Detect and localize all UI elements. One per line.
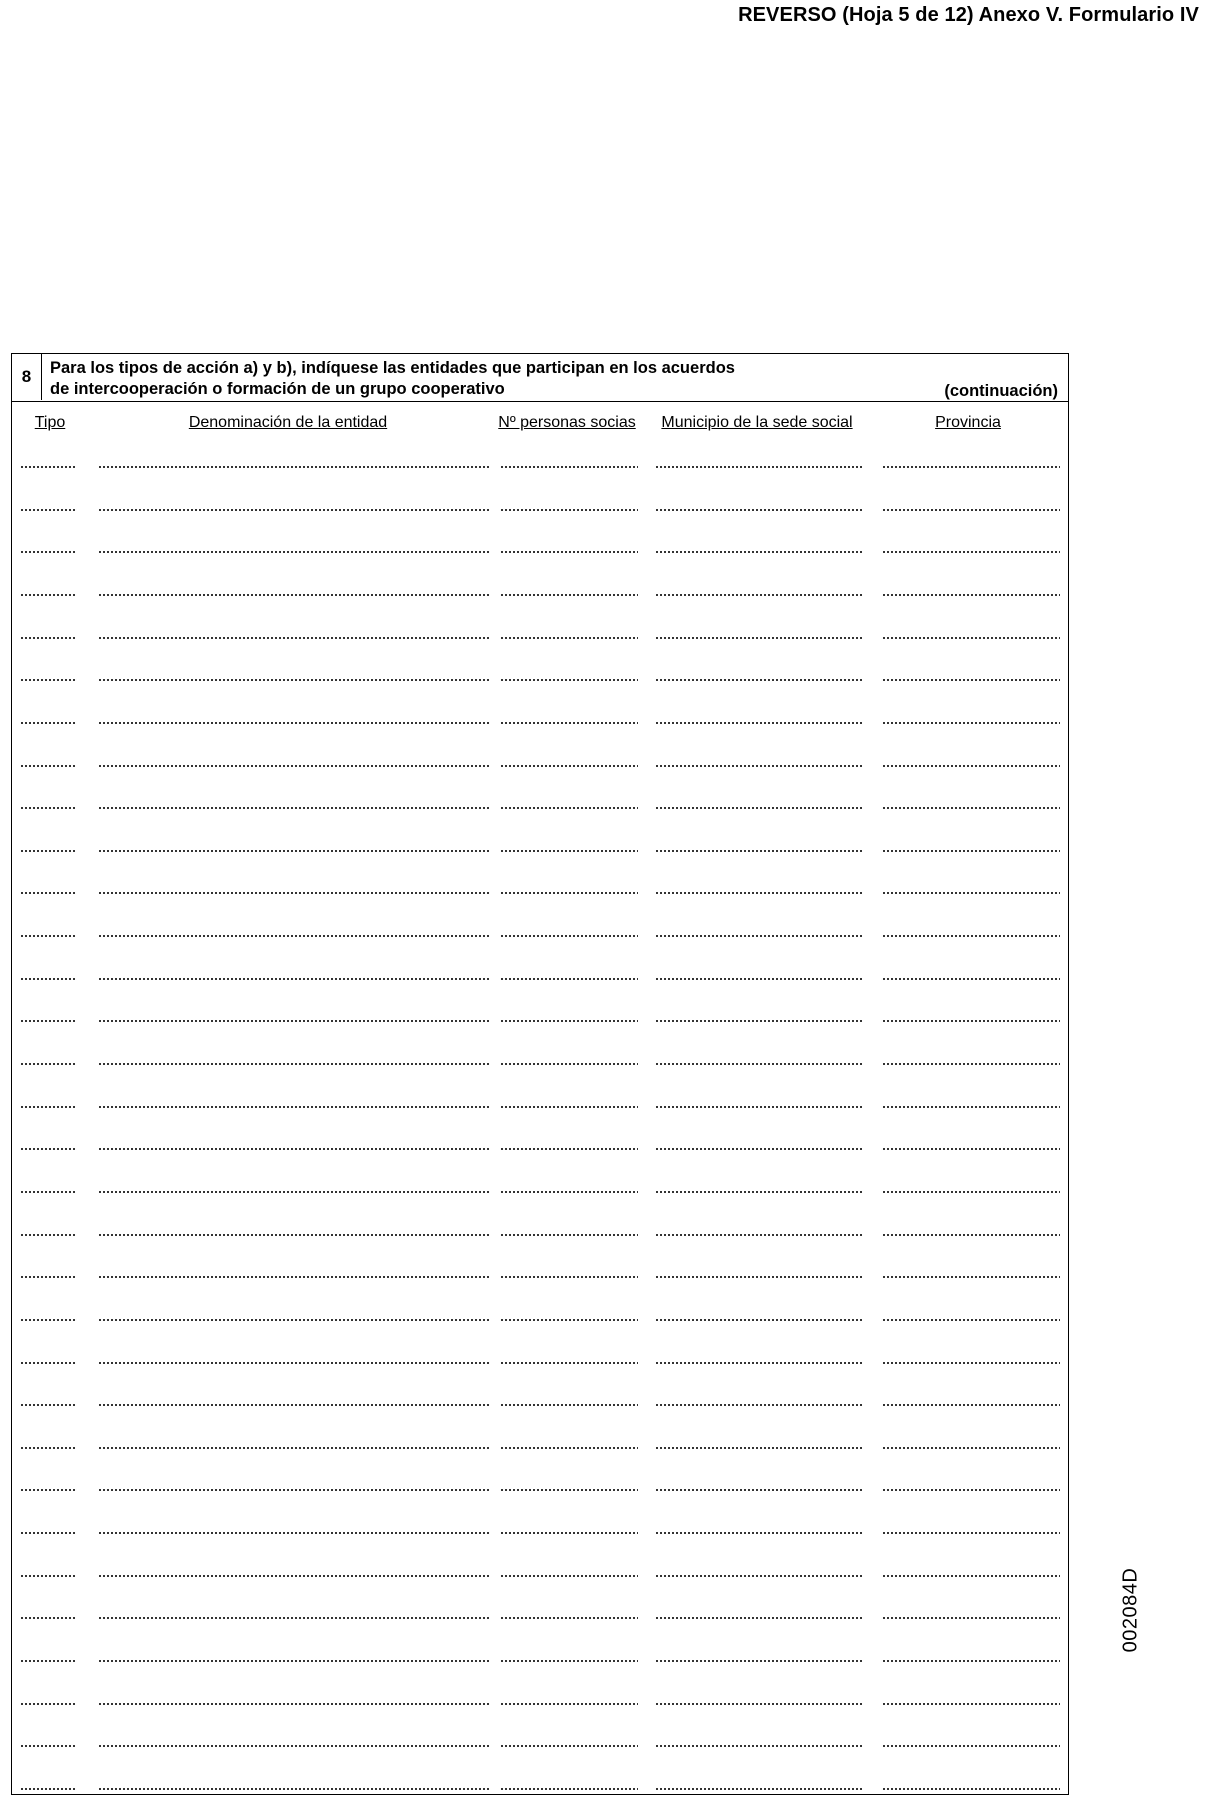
column-header-municipio: Municipio de la sede social [661,414,853,431]
continuation-label: (continuación) [944,382,1058,400]
provincia-field[interactable] [882,1745,1060,1747]
table-row [12,1106,1068,1108]
personas-field[interactable] [500,892,638,894]
personas-field[interactable] [500,509,638,511]
municipio-field[interactable] [655,935,863,937]
municipio-field[interactable] [655,1063,863,1065]
personas-field[interactable] [500,1447,638,1449]
denominacion-field[interactable] [98,1191,490,1193]
denominacion-field[interactable] [98,1703,490,1705]
municipio-field[interactable] [655,1191,863,1193]
personas-field[interactable] [500,551,638,553]
denominacion-field[interactable] [98,892,490,894]
municipio-field[interactable] [655,1319,863,1321]
provincia-field[interactable] [882,1617,1060,1619]
tipo-field[interactable] [20,1148,76,1150]
table-row [12,1148,1068,1150]
provincia-field[interactable] [882,594,1060,596]
municipio-field[interactable] [655,1703,863,1705]
tipo-field[interactable] [20,1234,76,1236]
tipo-field[interactable] [20,1020,76,1022]
municipio-field[interactable] [655,892,863,894]
denominacion-field[interactable] [98,722,490,724]
table-row [12,1404,1068,1406]
tipo-field[interactable] [20,1362,76,1364]
tipo-field[interactable] [20,594,76,596]
provincia-field[interactable] [882,679,1060,681]
provincia-field[interactable] [882,978,1060,980]
denominacion-field[interactable] [98,1319,490,1321]
provincia-field[interactable] [882,1362,1060,1364]
section-number: 8 [12,354,42,400]
denominacion-field[interactable] [98,1148,490,1150]
personas-field[interactable] [500,1703,638,1705]
tipo-field[interactable] [20,1191,76,1193]
municipio-field[interactable] [655,551,863,553]
provincia-field[interactable] [882,1489,1060,1491]
personas-field[interactable] [500,1575,638,1577]
table-row [12,1319,1068,1321]
provincia-field[interactable] [882,1148,1060,1150]
tipo-field[interactable] [20,1575,76,1577]
provincia-field[interactable] [882,1447,1060,1449]
municipio-field[interactable] [655,1660,863,1662]
personas-field[interactable] [500,594,638,596]
municipio-field[interactable] [655,637,863,639]
provincia-field[interactable] [882,1404,1060,1406]
table-row [12,1532,1068,1534]
section-title-line-2: de intercooperación o formación de un grupo cooperativo [50,380,505,398]
denominacion-field[interactable] [98,807,490,809]
provincia-field[interactable] [882,637,1060,639]
provincia-field[interactable] [882,466,1060,468]
municipio-field[interactable] [655,1276,863,1278]
table-row [12,466,1068,468]
provincia-field[interactable] [882,1276,1060,1278]
personas-field[interactable] [500,1404,638,1406]
tipo-field[interactable] [20,978,76,980]
provincia-field[interactable] [882,1575,1060,1577]
personas-field[interactable] [500,1319,638,1321]
denominacion-field[interactable] [98,1276,490,1278]
denominacion-field[interactable] [98,1106,490,1108]
table-row [12,1745,1068,1747]
tipo-field[interactable] [20,765,76,767]
denominacion-field[interactable] [98,509,490,511]
denominacion-field[interactable] [98,1362,490,1364]
municipio-field[interactable] [655,466,863,468]
personas-field[interactable] [500,1362,638,1364]
municipio-field[interactable] [655,1234,863,1236]
municipio-field[interactable] [655,1788,863,1790]
personas-field[interactable] [500,1148,638,1150]
municipio-field[interactable] [655,509,863,511]
tipo-field[interactable] [20,807,76,809]
personas-field[interactable] [500,1020,638,1022]
municipio-field[interactable] [655,1404,863,1406]
municipio-field[interactable] [655,765,863,767]
personas-field[interactable] [500,1106,638,1108]
tipo-field[interactable] [20,1532,76,1534]
denominacion-field[interactable] [98,978,490,980]
document-code: 002084D [1119,1567,1142,1653]
provincia-field[interactable] [882,1319,1060,1321]
table-row [12,1617,1068,1619]
table-row [12,1703,1068,1705]
table-row [12,722,1068,724]
personas-field[interactable] [500,466,638,468]
municipio-field[interactable] [655,850,863,852]
denominacion-field[interactable] [98,637,490,639]
denominacion-field[interactable] [98,1575,490,1577]
table-row [12,1447,1068,1449]
municipio-field[interactable] [655,1020,863,1022]
personas-field[interactable] [500,679,638,681]
municipio-field[interactable] [655,1148,863,1150]
column-header-personas: Nº personas socias [498,414,636,431]
tipo-field[interactable] [20,1447,76,1449]
tipo-field[interactable] [20,1106,76,1108]
denominacion-field[interactable] [98,679,490,681]
table-row [12,978,1068,980]
personas-field[interactable] [500,1745,638,1747]
provincia-field[interactable] [882,551,1060,553]
tipo-field[interactable] [20,1745,76,1747]
denominacion-field[interactable] [98,1617,490,1619]
municipio-field[interactable] [655,1362,863,1364]
denominacion-field[interactable] [98,1234,490,1236]
personas-field[interactable] [500,765,638,767]
municipio-field[interactable] [655,1617,863,1619]
denominacion-field[interactable] [98,1788,490,1790]
denominacion-field[interactable] [98,935,490,937]
denominacion-field[interactable] [98,1020,490,1022]
table-row [12,807,1068,809]
denominacion-field[interactable] [98,466,490,468]
provincia-field[interactable] [882,765,1060,767]
tipo-field[interactable] [20,1489,76,1491]
municipio-field[interactable] [655,1447,863,1449]
personas-field[interactable] [500,1276,638,1278]
municipio-field[interactable] [655,594,863,596]
municipio-field[interactable] [655,1575,863,1577]
personas-field[interactable] [500,722,638,724]
denominacion-field[interactable] [98,1660,490,1662]
tipo-field[interactable] [20,509,76,511]
tipo-field[interactable] [20,722,76,724]
municipio-field[interactable] [655,722,863,724]
personas-field[interactable] [500,1788,638,1790]
denominacion-field[interactable] [98,850,490,852]
table-row [12,1489,1068,1491]
provincia-field[interactable] [882,509,1060,511]
provincia-field[interactable] [882,892,1060,894]
municipio-field[interactable] [655,1532,863,1534]
tipo-field[interactable] [20,935,76,937]
provincia-field[interactable] [882,1106,1060,1108]
tipo-field[interactable] [20,1617,76,1619]
personas-field[interactable] [500,935,638,937]
table-row [12,935,1068,937]
form-section-8 [11,353,1069,1795]
tipo-field[interactable] [20,551,76,553]
personas-field[interactable] [500,1617,638,1619]
provincia-field[interactable] [882,1703,1060,1705]
provincia-field[interactable] [882,722,1060,724]
personas-field[interactable] [500,1063,638,1065]
tipo-field[interactable] [20,1404,76,1406]
table-row [12,1788,1068,1790]
provincia-field[interactable] [882,1660,1060,1662]
tipo-field[interactable] [20,679,76,681]
denominacion-field[interactable] [98,765,490,767]
tipo-field[interactable] [20,466,76,468]
page-header-title: REVERSO (Hoja 5 de 12) Anexo V. Formulario IV [738,4,1199,26]
table-row [12,1276,1068,1278]
tipo-field[interactable] [20,637,76,639]
personas-field[interactable] [500,1234,638,1236]
tipo-field[interactable] [20,850,76,852]
provincia-field[interactable] [882,1788,1060,1790]
tipo-field[interactable] [20,892,76,894]
table-row [12,551,1068,553]
table-row [12,1362,1068,1364]
personas-field[interactable] [500,637,638,639]
provincia-field[interactable] [882,1191,1060,1193]
tipo-field[interactable] [20,1703,76,1705]
table-row [12,679,1068,681]
tipo-field[interactable] [20,1276,76,1278]
table-row [12,509,1068,511]
personas-field[interactable] [500,807,638,809]
table-row [12,1063,1068,1065]
denominacion-field[interactable] [98,1745,490,1747]
table-row [12,850,1068,852]
denominacion-field[interactable] [98,551,490,553]
provincia-field[interactable] [882,1063,1060,1065]
denominacion-field[interactable] [98,1489,490,1491]
tipo-field[interactable] [20,1319,76,1321]
table-row [12,1660,1068,1662]
table-row [12,1575,1068,1577]
table-row [12,637,1068,639]
tipo-field[interactable] [20,1063,76,1065]
entry-rows [12,354,1068,1794]
denominacion-field[interactable] [98,1532,490,1534]
personas-field[interactable] [500,1660,638,1662]
provincia-field[interactable] [882,850,1060,852]
municipio-field[interactable] [655,1745,863,1747]
provincia-field[interactable] [882,935,1060,937]
personas-field[interactable] [500,1191,638,1193]
provincia-field[interactable] [882,1020,1060,1022]
column-header-denominacion: Denominación de la entidad [188,414,388,431]
table-row [12,1234,1068,1236]
table-row [12,594,1068,596]
table-row [12,892,1068,894]
table-row [12,1020,1068,1022]
municipio-field[interactable] [655,807,863,809]
personas-field[interactable] [500,1489,638,1491]
denominacion-field[interactable] [98,1063,490,1065]
tipo-field[interactable] [20,1788,76,1790]
provincia-field[interactable] [882,807,1060,809]
municipio-field[interactable] [655,679,863,681]
section-title-line-1: Para los tipos de acción a) y b), indíquese las entidades que participan en los acuerdos [50,359,735,377]
column-header-tipo: Tipo [34,414,66,431]
table-row [12,1191,1068,1193]
municipio-field[interactable] [655,978,863,980]
personas-field[interactable] [500,978,638,980]
personas-field[interactable] [500,1532,638,1534]
provincia-field[interactable] [882,1532,1060,1534]
table-row [12,765,1068,767]
personas-field[interactable] [500,850,638,852]
tipo-field[interactable] [20,1660,76,1662]
denominacion-field[interactable] [98,1447,490,1449]
column-header-provincia: Provincia [935,414,1001,431]
denominacion-field[interactable] [98,1404,490,1406]
municipio-field[interactable] [655,1489,863,1491]
provincia-field[interactable] [882,1234,1060,1236]
denominacion-field[interactable] [98,594,490,596]
municipio-field[interactable] [655,1106,863,1108]
